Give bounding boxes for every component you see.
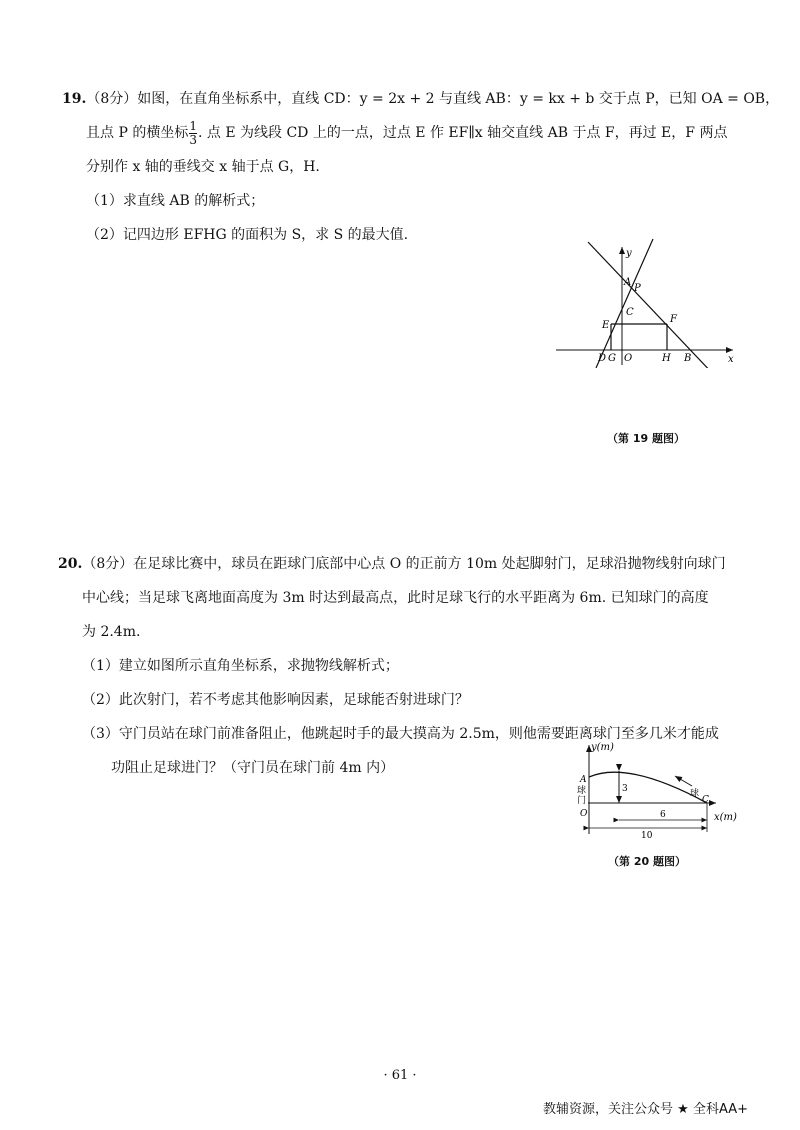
- q19-line-3: 分别作 x 轴的垂线交 x 轴于点 G，H.: [86, 159, 320, 175]
- label-goal-1: 球: [577, 786, 587, 796]
- q20-line-2: 中心线；当足球飞离地面高度为 3m 时达到最高点，此时足球飞行的水平距离为 6m. 已知球门的高度: [82, 590, 709, 606]
- footer-watermark: 教辅资源，关注公众号 ★ 全科AA+: [543, 1102, 748, 1117]
- q20-subquestion-3: （3）守门员站在球门前准备阻止，他跳起时手的最大摸高为 2.5m，则他需要距离球门至多几米才能成: [82, 726, 719, 742]
- label-c: C: [626, 307, 634, 318]
- q19-text-2a: 且点 P 的横坐标: [86, 125, 189, 141]
- q20-text-1: （8分）在足球比赛中，球员在距球门底部中心点 O 的正前方 10m 处起脚射门，足球沿抛物线射向球门: [82, 556, 726, 572]
- label-dist-6: 6: [660, 810, 666, 820]
- q19-figure-caption: （第 19 题图）: [607, 432, 685, 445]
- q19-figure: [552, 238, 742, 368]
- q20-figure-caption: （第 20 题图）: [608, 855, 686, 868]
- line-ab: [588, 242, 715, 368]
- q19-text-1: （8分）如图，在直角坐标系中，直线 CD：y = 2x + 2 与直线 AB：y = kx + b 交于点 P，已知 OA = OB，: [86, 91, 780, 107]
- q20-line-1: [58, 547, 758, 581]
- label-o: O: [624, 353, 633, 364]
- ball-direction-arrow: [675, 776, 692, 786]
- label-d: D: [598, 353, 607, 364]
- label-dist-10: 10: [641, 831, 653, 841]
- label-y: y(m): [591, 742, 614, 753]
- label-x: x(m): [714, 812, 737, 823]
- question-19: [62, 82, 780, 252]
- q20-subquestion-1: （1）建立如图所示直角坐标系，求抛物线解析式；: [82, 658, 399, 674]
- label-goal-2: 门: [577, 796, 587, 806]
- label-ball: 球: [690, 789, 700, 799]
- q20-figure: [560, 740, 740, 844]
- q20-subquestion-2: （2）此次射门，若不考虑其他影响因素，足球能否射进球门？: [82, 692, 469, 708]
- label-g: G: [608, 353, 616, 364]
- page-number: · 61 ·: [383, 1068, 417, 1083]
- fraction-numerator: 1: [189, 118, 197, 133]
- q19-number: 19.: [62, 91, 87, 107]
- label-x: x: [728, 354, 734, 365]
- fraction-denominator: 3: [189, 132, 197, 147]
- q19-fraction: [189, 120, 197, 147]
- label-e: E: [602, 320, 610, 331]
- q20-line-3: 为 2.4m.: [82, 624, 141, 640]
- line-cd: [596, 239, 653, 368]
- label-p: P: [634, 283, 641, 294]
- q20-subquestion-3-cont: 功阻止足球进门？（守门员在球门前 4m 内）: [111, 760, 395, 776]
- label-f: F: [670, 314, 677, 325]
- label-c: C: [702, 795, 709, 805]
- label-y: y: [626, 248, 632, 259]
- label-b: B: [684, 353, 692, 364]
- q19-line-1: [62, 82, 780, 116]
- q19-text-2b: . 点 E 为线段 CD 上的一点，过点 E 作 EF∥x 轴交直线 AB 于点 F，再过 E，F 两点: [197, 125, 728, 141]
- q19-subquestion-1: （1）求直线 AB 的解析式；: [86, 193, 265, 209]
- label-a: A: [580, 775, 587, 785]
- label-height-3: 3: [622, 784, 628, 794]
- q19-subquestion-2: （2）记四边形 EFHG 的面积为 S，求 S 的最大值.: [86, 227, 409, 243]
- q19-line-2: [62, 116, 752, 150]
- q20-number: 20.: [58, 556, 83, 572]
- label-h: H: [662, 353, 671, 364]
- label-a: A: [624, 277, 632, 288]
- label-o: O: [580, 809, 588, 819]
